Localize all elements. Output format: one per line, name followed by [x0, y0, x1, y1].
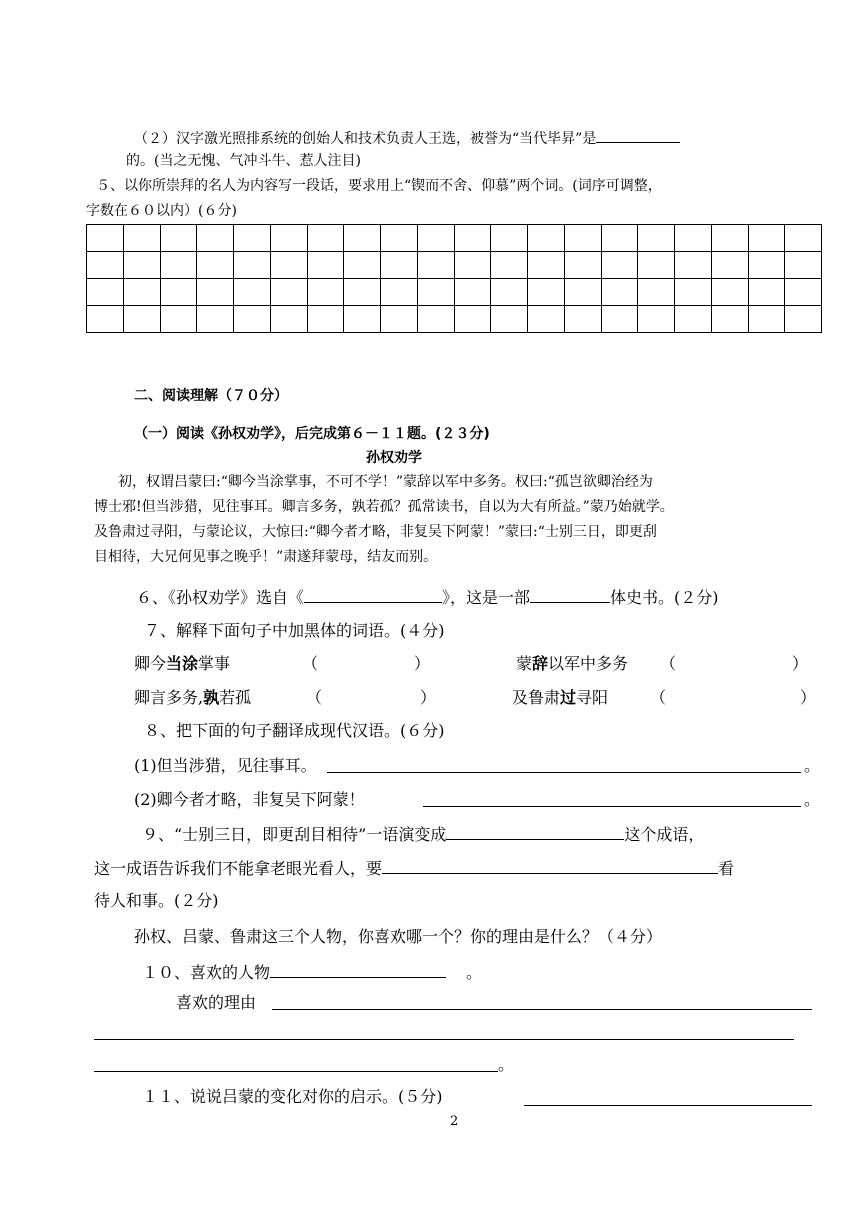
grid-cell[interactable]	[675, 306, 712, 333]
grid-cell[interactable]	[234, 279, 271, 306]
grid-cell[interactable]	[785, 306, 822, 333]
q7-item-4: 及鲁肃过寻阳	[512, 688, 609, 707]
q9-line1: ９、“士别三日，即更刮目相待”一语演变成 这个成语，	[142, 825, 705, 844]
grid-cell[interactable]	[160, 279, 197, 306]
grid-cell[interactable]	[160, 225, 197, 252]
q8-sentence-1: (1)但当涉猎，见往事耳。	[134, 756, 317, 775]
grid-cell[interactable]	[87, 306, 124, 333]
q7-item-1-close-paren: ）	[414, 654, 431, 673]
grid-cell[interactable]	[381, 252, 418, 279]
grid-cell[interactable]	[381, 225, 418, 252]
q10-person-blank[interactable]	[270, 961, 446, 978]
grid-cell[interactable]	[381, 306, 418, 333]
q7-item-2-close-paren: ）	[792, 654, 809, 673]
q6-type-blank[interactable]	[530, 586, 610, 603]
grid-cell[interactable]	[711, 225, 748, 252]
grid-cell[interactable]	[491, 252, 528, 279]
grid-cell[interactable]	[675, 279, 712, 306]
grid-cell[interactable]	[675, 252, 712, 279]
q10-reason-line-3[interactable]	[94, 1071, 498, 1072]
grid-row	[87, 306, 822, 333]
grid-cell[interactable]	[197, 225, 234, 252]
q4-2-blank[interactable]	[596, 128, 680, 143]
grid-row	[87, 252, 822, 279]
q5-line1: ５、以你所崇拜的名人为内容写一段话，要求用上“锲而不舍、仰慕”两个词。(词序可调整，	[96, 178, 662, 194]
q7-item-3-open-paren: （	[306, 688, 323, 707]
grid-cell[interactable]	[234, 225, 271, 252]
q7-item-3-close-paren: ）	[420, 688, 437, 707]
grid-cell[interactable]	[564, 306, 601, 333]
grid-cell[interactable]	[87, 252, 124, 279]
grid-cell[interactable]	[123, 225, 160, 252]
grid-cell[interactable]	[454, 279, 491, 306]
grid-cell[interactable]	[601, 252, 638, 279]
grid-cell[interactable]	[601, 279, 638, 306]
grid-cell[interactable]	[234, 252, 271, 279]
q10-reason-label: 喜欢的理由	[176, 993, 257, 1012]
q11-answer-line[interactable]	[524, 1105, 812, 1106]
grid-cell[interactable]	[270, 306, 307, 333]
q9-manner-blank[interactable]	[382, 857, 718, 874]
q4-2-line2: 的。(当之无愧、气冲斗牛、惹人注目)	[126, 153, 361, 169]
grid-cell[interactable]	[601, 225, 638, 252]
grid-cell[interactable]	[528, 306, 565, 333]
grid-cell[interactable]	[528, 252, 565, 279]
part-1-title: （一）阅读《孙权劝学》，后完成第６－１１题。(２３分)	[134, 426, 490, 442]
grid-cell[interactable]	[748, 279, 785, 306]
grid-cell[interactable]	[638, 306, 675, 333]
passage-line: 及鲁肃过寻阳，与蒙论议，大惊曰:“卿今者才略，非复吴下阿蒙！”蒙曰:“士别三日，即更刮	[94, 524, 657, 540]
q10-person: １０、喜欢的人物 。	[142, 963, 483, 982]
passage-line: 初，权谓吕蒙曰:“卿今当涂掌事，不可不学！”蒙辞以军中多务。权曰:“孤岂欲卿治经为	[118, 474, 653, 490]
grid-cell[interactable]	[785, 252, 822, 279]
passage-line: 博士邪!但当涉猎，见往事耳。卿言多务，孰若孤？孤常读书，自以为大有所益。”蒙乃始就学。	[94, 499, 674, 515]
q6: ６、《孙权劝学》选自《 》，这是一部 体史书。(２分)	[136, 588, 719, 607]
grid-cell[interactable]	[528, 225, 565, 252]
grid-cell[interactable]	[344, 306, 381, 333]
grid-cell[interactable]	[638, 225, 675, 252]
grid-cell[interactable]	[454, 225, 491, 252]
q7-item-2: 蒙辞以军中多务	[516, 654, 629, 673]
grid-cell[interactable]	[564, 279, 601, 306]
passage-line: 目相待，大兄何见事之晚乎！”肃遂拜蒙母，结友而别。	[94, 549, 438, 565]
page-number: 2	[450, 1114, 459, 1129]
grid-cell[interactable]	[785, 225, 822, 252]
q8-answer-1-line[interactable]	[327, 772, 801, 773]
q10-intro: 孙权、吕蒙、鲁肃这三个人物，你喜欢哪一个？你的理由是什么？（４分）	[134, 927, 663, 946]
grid-cell[interactable]	[748, 225, 785, 252]
q7-item-3: 卿言多务,孰若孤	[134, 688, 252, 707]
q5-line2: 字数在６０以内）(６分)	[86, 203, 237, 219]
grid-cell[interactable]	[87, 225, 124, 252]
grid-cell[interactable]	[307, 306, 344, 333]
grid-cell[interactable]	[601, 306, 638, 333]
q7-item-2-open-paren: （	[660, 654, 677, 673]
q7-item-1: 卿今当涂掌事	[134, 654, 231, 673]
grid-cell[interactable]	[344, 279, 381, 306]
grid-cell[interactable]	[197, 279, 234, 306]
grid-cell[interactable]	[417, 306, 454, 333]
grid-cell[interactable]	[234, 306, 271, 333]
q10-reason-line-1[interactable]	[272, 1009, 812, 1010]
grid-cell[interactable]	[711, 279, 748, 306]
grid-row	[87, 225, 822, 252]
grid-cell[interactable]	[160, 252, 197, 279]
grid-cell[interactable]	[381, 279, 418, 306]
grid-cell[interactable]	[160, 306, 197, 333]
grid-cell[interactable]	[417, 252, 454, 279]
grid-cell[interactable]	[307, 225, 344, 252]
grid-cell[interactable]	[748, 306, 785, 333]
q9-line2: 这一成语告诉我们不能拿老眼光看人，要 看	[94, 859, 735, 878]
grid-cell[interactable]	[197, 306, 234, 333]
q6-source-blank[interactable]	[304, 586, 442, 603]
grid-cell[interactable]	[454, 306, 491, 333]
grid-cell[interactable]	[344, 225, 381, 252]
q11-prompt: １１、说说吕蒙的变化对你的启示。(５分)	[142, 1087, 443, 1106]
grid-cell[interactable]	[123, 252, 160, 279]
grid-cell[interactable]	[197, 252, 234, 279]
q7-item-1-open-paren: （	[302, 654, 319, 673]
grid-cell[interactable]	[417, 279, 454, 306]
grid-cell[interactable]	[711, 252, 748, 279]
grid-cell[interactable]	[748, 252, 785, 279]
grid-cell[interactable]	[638, 279, 675, 306]
writing-grid[interactable]	[86, 224, 822, 333]
grid-cell[interactable]	[307, 252, 344, 279]
grid-cell[interactable]	[454, 252, 491, 279]
grid-cell[interactable]	[564, 252, 601, 279]
q8-answer-2-line[interactable]	[423, 806, 801, 807]
section-2-title: 二、阅读理解（７０分）	[134, 388, 288, 404]
q7-prompt: ７、解释下面句子中加黑体的词语。(４分)	[144, 621, 445, 640]
q10-reason-line-2[interactable]	[94, 1039, 794, 1040]
grid-cell[interactable]	[785, 279, 822, 306]
grid-cell[interactable]	[123, 306, 160, 333]
q8-end-1: 。	[804, 756, 821, 775]
grid-cell[interactable]	[270, 252, 307, 279]
grid-cell[interactable]	[87, 279, 124, 306]
grid-cell[interactable]	[675, 225, 712, 252]
q4-2-line1: （２）汉字激光照排系统的创始人和技术负责人王选，被誉为“当代毕昇”是	[134, 128, 680, 148]
grid-cell[interactable]	[417, 225, 454, 252]
grid-cell[interactable]	[528, 279, 565, 306]
q9-line3: 待人和事。(２分)	[94, 891, 219, 910]
grid-cell[interactable]	[638, 252, 675, 279]
grid-cell[interactable]	[491, 306, 528, 333]
passage-title: 孙权劝学	[366, 450, 422, 466]
q8-end-2: 。	[804, 790, 821, 809]
grid-cell[interactable]	[270, 279, 307, 306]
q8-prompt: ８、把下面的句子翻译成现代汉语。(６分)	[144, 721, 445, 740]
grid-cell[interactable]	[491, 279, 528, 306]
grid-cell[interactable]	[564, 225, 601, 252]
grid-cell[interactable]	[123, 279, 160, 306]
grid-cell[interactable]	[491, 225, 528, 252]
grid-cell[interactable]	[344, 252, 381, 279]
q9-idiom-blank[interactable]	[446, 823, 624, 840]
grid-row	[87, 279, 822, 306]
q8-sentence-2: (2)卿今者才略，非复吴下阿蒙！	[134, 790, 365, 809]
grid-cell[interactable]	[270, 225, 307, 252]
grid-cell[interactable]	[711, 306, 748, 333]
grid-cell[interactable]	[307, 279, 344, 306]
q7-item-4-open-paren: （	[650, 688, 667, 707]
q10-end: 。	[498, 1055, 515, 1074]
q7-item-4-close-paren: ）	[800, 688, 817, 707]
